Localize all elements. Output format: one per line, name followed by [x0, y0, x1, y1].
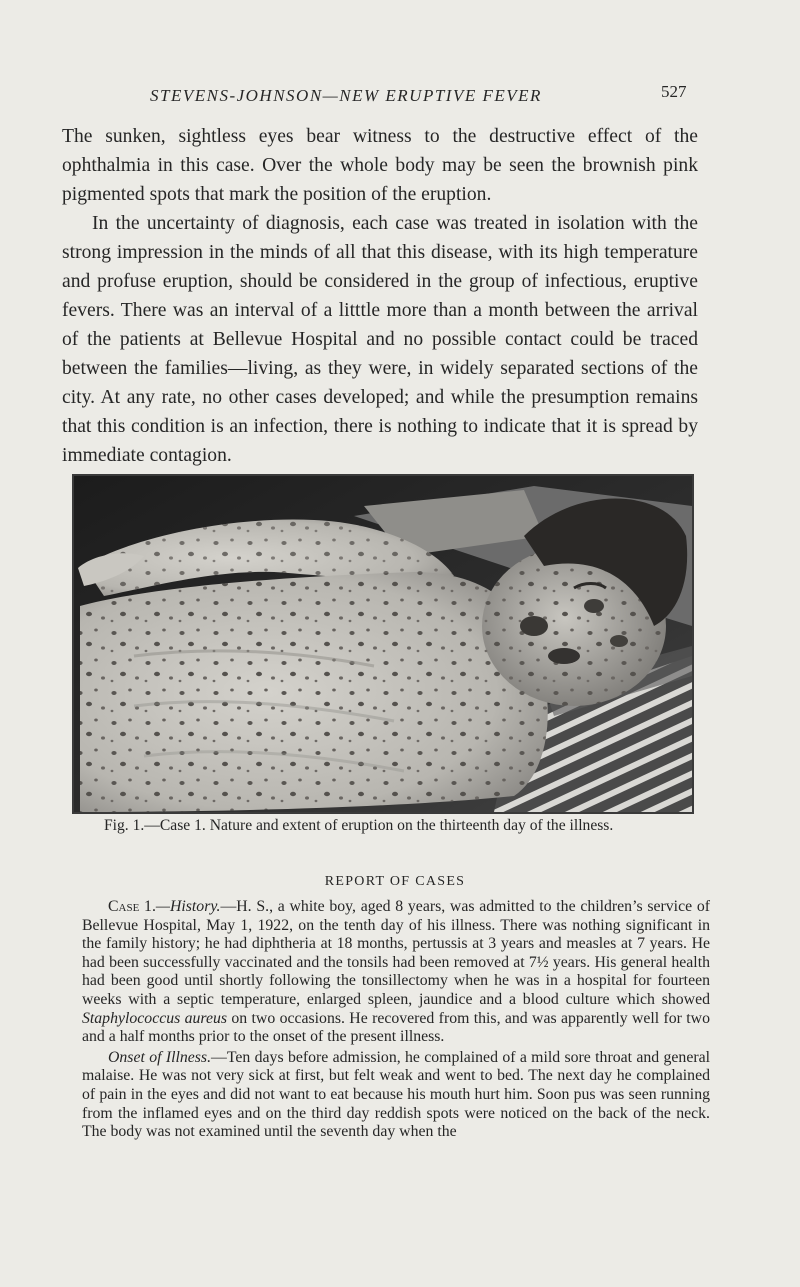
organism-name: Staphylococcus aureus: [82, 1009, 228, 1027]
section-heading: REPORT OF CASES: [324, 874, 466, 889]
paragraph-ophthalmia: The sunken, sightless eyes bear witness to the destructive effect of the ophthalmia in this case. Over the whole body may be seen the brownish pink pigmented spots that mark the position of the eruption.: [62, 126, 698, 205]
running-title: STEVENS-JOHNSON—NEW ERUPTIVE FEVER: [150, 86, 542, 105]
onset-heading: Onset of Illness.: [108, 1048, 212, 1066]
photograph-illustration: [74, 476, 692, 812]
history-text-2: on two occasions. He recovered from this, and was apparently well for two and a half months prior to the onset of the present illness.: [82, 1009, 710, 1046]
paragraph-diagnosis: In the uncertainty of diagnosis, each case was treated in isolation with the strong impression in the minds of all that this disease, with its high temperature and profuse eruption, should be considered in the group of infectious, eruptive fevers. There was an interval of a litttle more than a month between the arrival of the patients at Bellevue Hospital and no possible contact could be traced between the families—living, as they were, in widely separated sections of the city. At any rate, no other cases developed; and while the presumption remains that this condition is an infection, there is nothing to indicate that it is spread by immediate contagion.: [62, 213, 698, 466]
case1-history-paragraph: [82, 898, 710, 1047]
case-report: [82, 898, 710, 1142]
onset-paragraph: [82, 1049, 710, 1142]
page-header: [0, 82, 800, 112]
page-number: 527: [661, 82, 687, 101]
patient-photograph: [72, 474, 694, 814]
history-heading: —History.: [155, 898, 221, 915]
figure-caption: Fig. 1.—Case 1. Nature and extent of eruption on the thirteenth day of the illness.: [104, 817, 614, 834]
case-label: Case 1.: [108, 898, 156, 915]
body-text: [62, 122, 698, 470]
onset-text: —Ten days before admission, he complained of a mild sore throat and general malaise. He was not very sick at first, but felt weak and went to bed. The next day he complained of pain in the eyes and did not want to eat because his mouth hurt him. Soon pus was seen running from the inflamed eyes and on the third day reddish spots were noticed on the back of the neck. The body was not examined until the seventh day when the: [82, 1048, 711, 1141]
history-text-1: —H. S., a white boy, aged 8 years, was admitted to the children’s service of Bellevue Hospital, May 1, 1922, on the tenth day of his illness. There was nothing significant in the family history; he had diphtheria at 18 months, pertussis at 3 years and measles at 7 years. He had been successfully vaccinated and the tonsils had been removed at 7½ years. His general health had been good until shortly following the tonsillectomy when he was in a hospital for fourteen weeks with a septic temperature, enlarged spleen, jaundice and a blood culture which showed: [82, 898, 710, 1008]
